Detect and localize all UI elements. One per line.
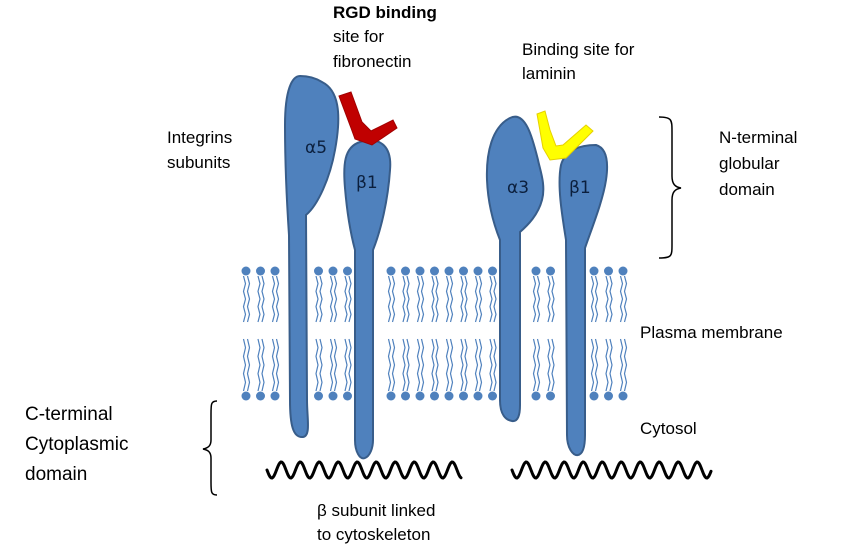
lipid-tail — [345, 276, 347, 322]
lipid-head — [619, 392, 628, 401]
lipid-tail — [331, 276, 333, 322]
lipid-tail — [621, 339, 623, 391]
lipid-tail — [422, 276, 424, 322]
lipid-head — [401, 267, 410, 276]
lipid-tail — [389, 339, 391, 391]
lipid-tail — [465, 276, 467, 322]
lipid-tail — [436, 276, 438, 322]
lipid-head — [271, 392, 280, 401]
lipid-head — [242, 267, 251, 276]
lipid-tail — [480, 276, 482, 322]
n-terminal-line1: N-terminal — [719, 128, 798, 147]
lipid-head — [401, 392, 410, 401]
lipid-head — [604, 267, 613, 276]
lipid-tail — [538, 276, 540, 322]
lipid-tail — [258, 339, 260, 391]
lipid-tail — [432, 276, 434, 322]
cytosol-label: Cytosol — [640, 419, 697, 438]
lipid-tail — [606, 339, 608, 391]
lipid-tail — [345, 339, 347, 391]
lipid-head — [546, 392, 555, 401]
lipid-tail — [447, 276, 449, 322]
lipid-tail — [393, 276, 395, 322]
lipid-tail — [248, 276, 250, 322]
lipid-tail — [610, 339, 612, 391]
lipid-head — [590, 267, 599, 276]
rgd-binding-line2: site for — [333, 27, 385, 46]
cytoskeleton-filament-right — [512, 462, 711, 478]
beta1-left-label: β1 — [356, 173, 378, 193]
lipid-head — [416, 392, 425, 401]
n-terminal-bracket — [659, 117, 681, 258]
lipid-tail — [494, 339, 496, 391]
lipid-tail — [592, 276, 594, 322]
beta1-right-label: β1 — [569, 178, 591, 198]
lipid-tail — [320, 339, 322, 391]
lipid-tail — [258, 276, 260, 322]
alpha3-label: α3 — [507, 178, 530, 198]
lipid-head — [430, 392, 439, 401]
lipid-tail — [476, 339, 478, 391]
lipid-tail — [494, 276, 496, 322]
lipid-tail — [596, 276, 598, 322]
lipid-tail — [490, 276, 492, 322]
alpha5-subunit — [285, 76, 338, 437]
lipid-head — [256, 392, 265, 401]
lipid-tail — [418, 276, 420, 322]
lipid-head — [619, 267, 628, 276]
lipid-head — [387, 392, 396, 401]
plasma-membrane-label: Plasma membrane — [640, 323, 783, 342]
lipid-tail — [465, 339, 467, 391]
lipid-tail — [349, 276, 351, 322]
lipid-head — [343, 392, 352, 401]
lipid-head — [329, 392, 338, 401]
beta-linked-line1: β subunit linked — [317, 501, 436, 520]
n-terminal-line2: globular — [719, 154, 780, 173]
lipid-tail — [349, 339, 351, 391]
lipid-head — [488, 392, 497, 401]
lipid-head — [532, 267, 541, 276]
lipid-tail — [451, 339, 453, 391]
lipid-head — [242, 392, 251, 401]
lipid-tail — [552, 339, 554, 391]
lipid-head — [329, 267, 338, 276]
lipid-tail — [476, 276, 478, 322]
lipid-head — [474, 267, 483, 276]
lipid-tail — [273, 339, 275, 391]
alpha5-label: α5 — [305, 138, 328, 158]
cytoskeleton-filament-left — [267, 462, 461, 478]
lipid-tail — [262, 339, 264, 391]
c-terminal-line2: Cytoplasmic — [25, 434, 129, 455]
lipid-head — [387, 267, 396, 276]
lipid-tail — [625, 339, 627, 391]
lipid-tail — [422, 339, 424, 391]
lipid-tail — [320, 276, 322, 322]
lipid-tail — [621, 276, 623, 322]
lipid-head — [459, 267, 468, 276]
lipid-tail — [407, 339, 409, 391]
lipid-head — [474, 392, 483, 401]
lipid-tail — [436, 339, 438, 391]
fibronectin-ligand — [339, 92, 397, 145]
lipid-tail — [596, 339, 598, 391]
beta-linked-line2: to cytoskeleton — [317, 525, 431, 544]
lipid-tail — [244, 339, 246, 391]
lipid-tail — [277, 339, 279, 391]
lipid-head — [546, 267, 555, 276]
lipid-tail — [403, 339, 405, 391]
lipid-tail — [316, 276, 318, 322]
lipid-tail — [403, 276, 405, 322]
lipid-tail — [447, 339, 449, 391]
lipid-head — [532, 392, 541, 401]
c-terminal-line1: C-terminal — [25, 404, 113, 425]
lipid-head — [445, 392, 454, 401]
lipid-tail — [244, 276, 246, 322]
laminin-site-line2: laminin — [522, 64, 576, 83]
lipid-tail — [538, 339, 540, 391]
lipid-head — [314, 267, 323, 276]
lipid-head — [271, 267, 280, 276]
lipid-head — [314, 392, 323, 401]
lipid-head — [343, 267, 352, 276]
lipid-tail — [534, 339, 536, 391]
lipid-tail — [335, 339, 337, 391]
lipid-head — [430, 267, 439, 276]
c-terminal-bracket — [203, 401, 217, 495]
lipid-head — [459, 392, 468, 401]
lipid-tail — [277, 276, 279, 322]
integrins-label-line2: subunits — [167, 153, 231, 172]
lipid-tail — [461, 339, 463, 391]
lipid-tail — [548, 339, 550, 391]
lipid-tail — [248, 339, 250, 391]
rgd-binding-line3: fibronectin — [333, 52, 412, 71]
lipid-tail — [625, 276, 627, 322]
c-terminal-line3: domain — [25, 464, 88, 485]
lipid-tail — [610, 276, 612, 322]
lipid-tail — [407, 276, 409, 322]
lipid-tail — [393, 339, 395, 391]
lipid-tail — [552, 276, 554, 322]
lipid-tail — [490, 339, 492, 391]
lipid-tail — [262, 276, 264, 322]
lipid-head — [256, 267, 265, 276]
integrins-label-line1: Integrins — [167, 128, 233, 147]
lipid-tail — [316, 339, 318, 391]
lipid-head — [604, 392, 613, 401]
lipid-tail — [480, 339, 482, 391]
lipid-head — [445, 267, 454, 276]
lipid-tail — [534, 276, 536, 322]
laminin-site-line1: Binding site for — [522, 40, 635, 59]
lipid-tail — [461, 276, 463, 322]
lipid-tail — [606, 276, 608, 322]
lipid-tail — [418, 339, 420, 391]
lipid-head — [590, 392, 599, 401]
lipid-tail — [273, 276, 275, 322]
lipid-tail — [389, 276, 391, 322]
rgd-binding-title: RGD binding — [333, 3, 437, 22]
lipid-tail — [432, 339, 434, 391]
lipid-tail — [331, 339, 333, 391]
lipid-tail — [335, 276, 337, 322]
n-terminal-line3: domain — [719, 180, 775, 199]
lipid-tail — [548, 276, 550, 322]
lipid-head — [416, 267, 425, 276]
lipid-tail — [451, 276, 453, 322]
lipid-tail — [592, 339, 594, 391]
lipid-head — [488, 267, 497, 276]
